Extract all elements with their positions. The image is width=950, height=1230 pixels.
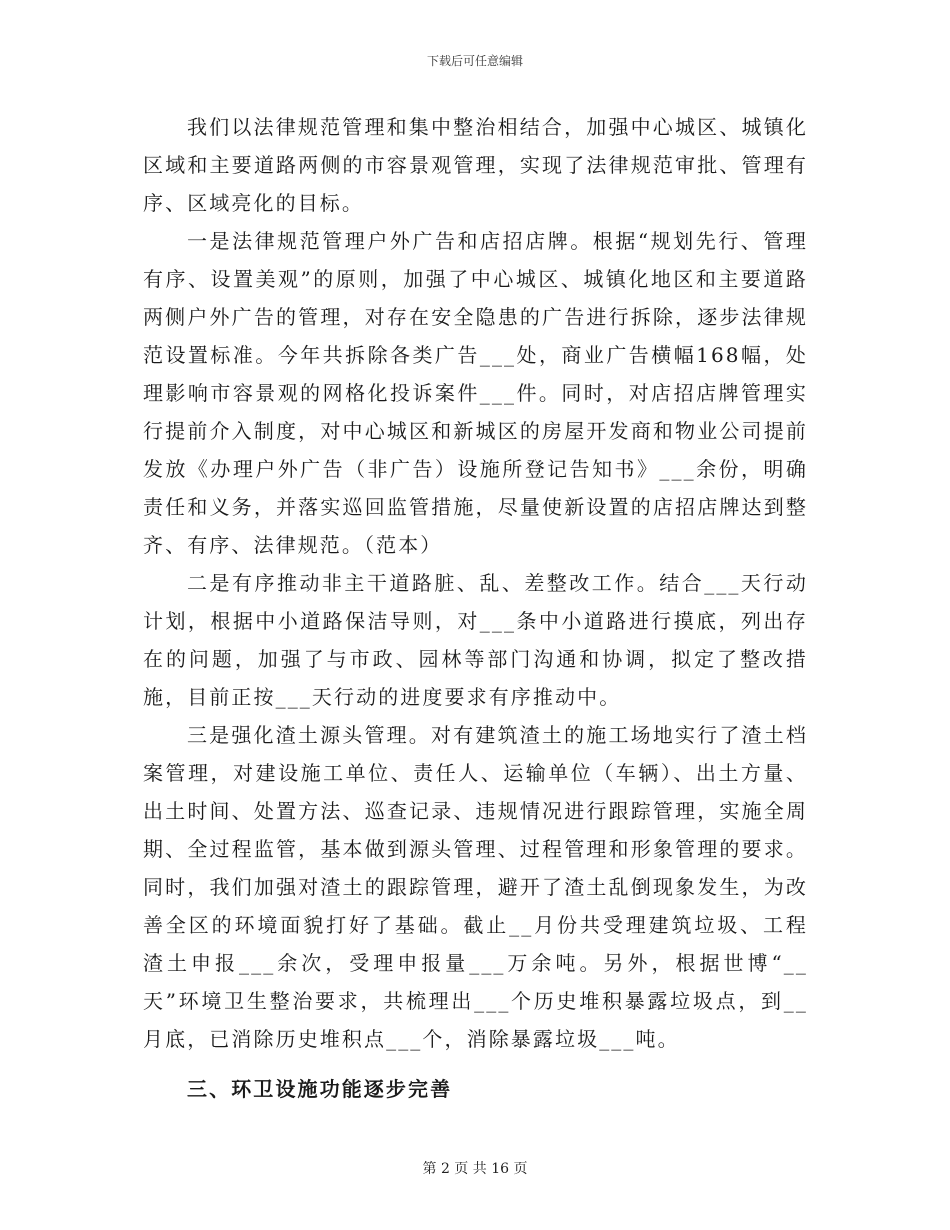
paragraph-intro: 我们以法律规范管理和集中整治相结合，加强中心城区、城镇化区域和主要道路两侧的市容景观管理，实现了法律规范审批、管理有序、区域亮化的目标。: [143, 115, 808, 215]
paragraph-outdoor-ads: 一是法律规范管理户外广告和店招店牌。根据“规划先行、管理有序、设置美观”的原则，加强了中心城区、城镇化地区和主要道路两侧户外广告的管理，对存在安全隐患的广告进行拆除，逐步法律规范设置标准。今年共拆除各类广告___处，商业广告横幅168幅，处理影响市容景观的网格化投诉案件___件。同时，对店招店牌管理实行提前介入制度，对中心城区和新城区的房屋开发商和物业公司提前发放《办理户外广告（非广告）设施所登记告知书》___余份，明确责任和义务，并落实巡回监管措施，尽量使新设置的店招店牌达到整齐、有序、法律规范。（范本）: [143, 229, 808, 557]
section-heading: 三、环卫设施功能逐步完善: [187, 1077, 453, 1101]
paragraph-minor-roads: 二是有序推动非主干道路脏、乱、差整改工作。结合___天行动计划，根据中小道路保洁导则，对___条中小道路进行摸底，列出存在的问题，加强了与市政、园林等部门沟通和协调，拟定了整改措施，目前正按___天行动的进度要求有序推动中。: [143, 571, 808, 709]
document-body: [143, 108, 808, 1108]
page-header-note: 下载后可任意编辑: [426, 54, 523, 68]
page-footer: 第 2 页 共 16 页: [422, 1161, 528, 1177]
paragraph-muck-management: 三是强化渣土源头管理。对有建筑渣土的施工场地实行了渣土档案管理，对建设施工单位、责任人、运输单位（车辆）、出土方量、出土时间、处置方法、巡查记录、违规情况进行跟踪管理，实施全周期、全过程监管，基本做到源头管理、过程管理和形象管理的要求。同时，我们加强对渣土的跟踪管理，避开了渣土乱倒现象发生，为改善全区的环境面貌打好了基础。截止__月份共受理建筑垃圾、工程渣土申报___余次，受理申报量___万余吨。另外，根据世博“__天”环境卫生整治要求，共梳理出___个历史堆积暴露垃圾点，到__月底，已消除历史堆积点___个，消除暴露垃圾___吨。: [143, 723, 808, 1051]
